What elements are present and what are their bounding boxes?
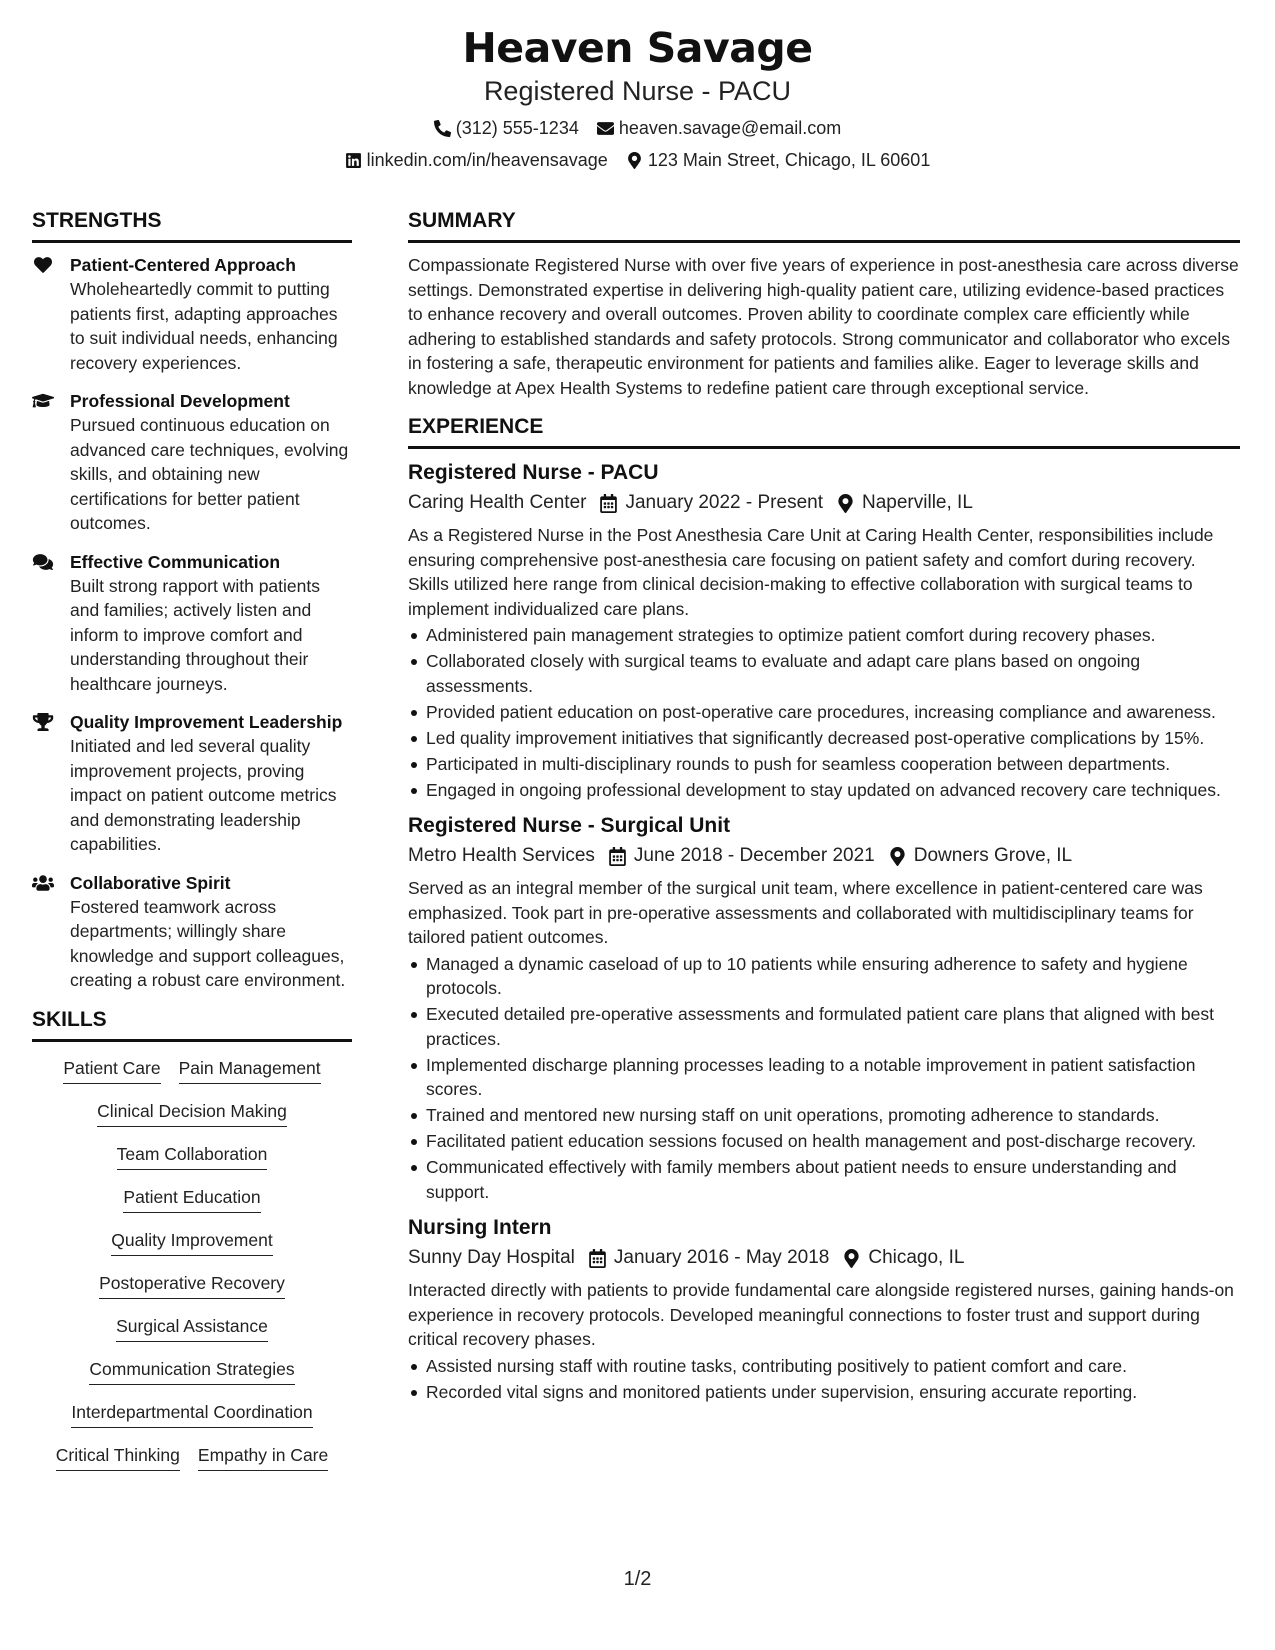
- skill-row: [32, 1142, 352, 1170]
- strength-title: Patient-Centered Approach: [70, 255, 296, 275]
- skill-row: [32, 1056, 352, 1084]
- strength-desc: Wholeheartedly commit to putting patients first, adapting approaches to suit individual needs, enhancing recovery experiences.: [70, 279, 338, 373]
- map-marker-icon: [837, 494, 854, 513]
- strength-item: [32, 389, 352, 536]
- strength-desc: Built strong rapport with patients and families; actively listen and inform to improve comfort and understanding throughout their healthcare journeys.: [70, 575, 320, 694]
- strength-title: Professional Development: [70, 391, 290, 411]
- bullet-item: Recorded vital signs and monitored patients under supervision, ensuring accurate reporting.: [408, 1380, 1240, 1405]
- strength-title: Quality Improvement Leadership: [70, 712, 343, 732]
- trophy-icon: [32, 713, 54, 731]
- bullet-item: Facilitated patient education sessions focused on health management and post-discharge recovery.: [408, 1129, 1240, 1154]
- skill-row: [32, 1357, 352, 1385]
- graduation-cap-icon: [32, 392, 54, 410]
- email-text: heaven.savage@email.com: [618, 118, 842, 138]
- candidate-title: Registered Nurse - PACU: [483, 76, 792, 106]
- resume-header: [0, 22, 1275, 172]
- skill-row: [32, 1443, 352, 1471]
- job-company: Sunny Day Hospital: [408, 1247, 575, 1268]
- heart-icon: [32, 256, 54, 274]
- calendar-icon: [589, 1249, 606, 1268]
- job-location: Chicago, IL: [868, 1247, 965, 1268]
- contact-row-2: [0, 148, 1275, 172]
- job-location: Naperville, IL: [862, 492, 973, 513]
- bullet-item: Trained and mentored new nursing staff on unit operations, promoting adherence to standards.: [408, 1103, 1240, 1128]
- map-marker-icon: [843, 1249, 860, 1268]
- strength-item: [32, 550, 352, 697]
- skill-tag: Patient Care: [63, 1056, 160, 1084]
- bullet-item: Communicated effectively with family members about patient needs to ensure understanding and support.: [408, 1155, 1240, 1204]
- phone-icon: [434, 120, 451, 137]
- summary-text: Compassionate Registered Nurse with over five years of experience in post-anesthesia care across diverse settings. Demonstrated expertise in delivering high-quality patient care, utilizing evidence-based practices to enhance recovery and overall outcomes. Proven ability to coordinate complex care efficiently while adhering to established standards and safety protocols. Strong communicator and collaborator who excels in fostering a safe, therapeutic environment for patients and families alike. Eager to leverage skills and knowledge at Apex Health Systems to redefine patient care through exceptional service.: [408, 255, 1239, 398]
- users-icon: [32, 874, 54, 892]
- skill-tag: Team Collaboration: [117, 1142, 268, 1170]
- bullet-item: Collaborated closely with surgical teams to evaluate and adapt care plans based on ongoing assessments.: [408, 649, 1240, 698]
- job-company: Metro Health Services: [408, 845, 595, 866]
- address-contact: [626, 148, 931, 172]
- skill-row: [32, 1314, 352, 1342]
- bullet-item: Assisted nursing staff with routine tasks, contributing positively to patient comfort and care.: [408, 1354, 1240, 1379]
- bullet-item: Implemented discharge planning processes leading to a notable improvement in patient satisfaction scores.: [408, 1053, 1240, 1102]
- job-entry: [408, 1214, 1240, 1404]
- calendar-icon: [600, 494, 617, 513]
- job-dates: January 2016 - May 2018: [613, 1247, 830, 1268]
- strength-item: [32, 710, 352, 857]
- map-marker-icon: [889, 847, 906, 866]
- skill-row: [32, 1271, 352, 1299]
- linkedin-contact[interactable]: [345, 148, 608, 172]
- map-marker-icon: [626, 152, 643, 169]
- bullet-item: Engaged in ongoing professional development to stay updated on advanced recovery care techniques.: [408, 778, 1240, 803]
- job-location: Downers Grove, IL: [913, 845, 1073, 866]
- job-meta: [408, 842, 1240, 870]
- experience-heading: EXPERIENCE: [408, 414, 1240, 449]
- contact-row-1: [0, 116, 1275, 140]
- comments-icon: [32, 553, 54, 571]
- bullet-item: Administered pain management strategies to optimize patient comfort during recovery phases.: [408, 623, 1240, 648]
- email-contact[interactable]: [597, 116, 841, 140]
- skills-section: [32, 1007, 352, 1471]
- bullet-item: Provided patient education on post-operative care procedures, increasing compliance and awareness.: [408, 700, 1240, 725]
- envelope-icon: [597, 120, 614, 137]
- strength-item: [32, 253, 352, 375]
- strength-desc: Pursued continuous education on advanced care techniques, evolving skills, and obtaining new certifications for better patient outcomes.: [70, 415, 349, 533]
- strength-item: [32, 871, 352, 993]
- job-title: Registered Nurse - PACU: [408, 461, 659, 484]
- bullet-item: Managed a dynamic caseload of up to 10 patients while ensuring adherence to safety and hygiene protocols.: [408, 952, 1240, 1001]
- job-desc: As a Registered Nurse in the Post Anesthesia Care Unit at Caring Health Center, responsibilities include ensuring comprehensive post-anesthesia care focusing on patient safety and comfort during recovery. Skills utilized here range from clinical decision-making to effective collaboration with surgical teams to implement individualized care plans.: [408, 525, 1214, 619]
- skill-row: [32, 1228, 352, 1256]
- job-entry: [408, 812, 1240, 1204]
- candidate-name: Heaven Savage: [462, 24, 813, 72]
- skill-tag: Interdepartmental Coordination: [71, 1400, 312, 1428]
- summary-heading: SUMMARY: [408, 208, 1240, 243]
- skill-row: [32, 1400, 352, 1428]
- strength-title: Collaborative Spirit: [70, 872, 231, 893]
- skill-tag: Patient Education: [123, 1185, 260, 1213]
- job-title: Registered Nurse - Surgical Unit: [408, 814, 731, 837]
- skill-row: [32, 1185, 352, 1213]
- job-dates: January 2022 - Present: [625, 492, 823, 513]
- job-meta: [408, 489, 1240, 517]
- linkedin-icon: [345, 152, 362, 169]
- linkedin-text: linkedin.com/in/heavensavage: [366, 150, 608, 170]
- job-entry: [408, 459, 1240, 802]
- phone-contact[interactable]: [434, 116, 579, 140]
- right-column: [408, 208, 1240, 1414]
- bullet-item: Led quality improvement initiatives that significantly decreased post-operative complications by 15%.: [408, 726, 1240, 751]
- skill-tag: Quality Improvement: [111, 1228, 272, 1256]
- calendar-icon: [609, 847, 626, 866]
- strength-desc: Initiated and led several quality improvement projects, proving impact on patient outcome metrics and demonstrating leadership capabilities.: [70, 736, 337, 854]
- job-title: Nursing Intern: [408, 1216, 552, 1239]
- skills-heading: SKILLS: [32, 1007, 352, 1042]
- strengths-heading: STRENGTHS: [32, 208, 352, 243]
- skill-tag: Surgical Assistance: [116, 1314, 268, 1342]
- skill-tag: Postoperative Recovery: [99, 1271, 285, 1299]
- skill-row: [32, 1099, 352, 1127]
- job-bullets: [408, 952, 1240, 1205]
- skill-tag: Communication Strategies: [89, 1357, 294, 1385]
- job-company: Caring Health Center: [408, 492, 587, 513]
- job-desc: Interacted directly with patients to provide fundamental care alongside registered nurses, gaining hands-on experience in recovery protocols. Developed meaningful connections to foster trust and support during critical recovery phases.: [408, 1280, 1234, 1349]
- left-column: [32, 208, 352, 1486]
- bullet-item: Participated in multi-disciplinary rounds to push for seamless cooperation between departments.: [408, 752, 1240, 777]
- job-bullets: [408, 623, 1240, 802]
- address-text: 123 Main Street, Chicago, IL 60601: [647, 150, 931, 170]
- skill-tag: Empathy in Care: [198, 1443, 328, 1471]
- strength-desc: Fostered teamwork across departments; willingly share knowledge and support colleagues, creating a robust care environment.: [70, 896, 346, 990]
- job-dates: June 2018 - December 2021: [633, 845, 875, 866]
- phone-text: (312) 555-1234: [455, 118, 579, 138]
- job-bullets: [408, 1354, 1240, 1405]
- job-desc: Served as an integral member of the surgical unit team, where excellence in patient-centered care was emphasized. Took part in pre-operative assessments and collaborated with multidisciplinary teams for tailored patient outcomes.: [408, 878, 1203, 947]
- skill-tag: Clinical Decision Making: [97, 1099, 287, 1127]
- bullet-item: Executed detailed pre-operative assessments and formulated patient care plans that aligned with best practices.: [408, 1002, 1240, 1051]
- skill-tag: Critical Thinking: [56, 1443, 180, 1471]
- skill-tag: Pain Management: [179, 1056, 321, 1084]
- strength-title: Effective Communication: [70, 551, 281, 572]
- job-meta: [408, 1244, 1240, 1272]
- page-number: 1/2: [623, 1568, 652, 1590]
